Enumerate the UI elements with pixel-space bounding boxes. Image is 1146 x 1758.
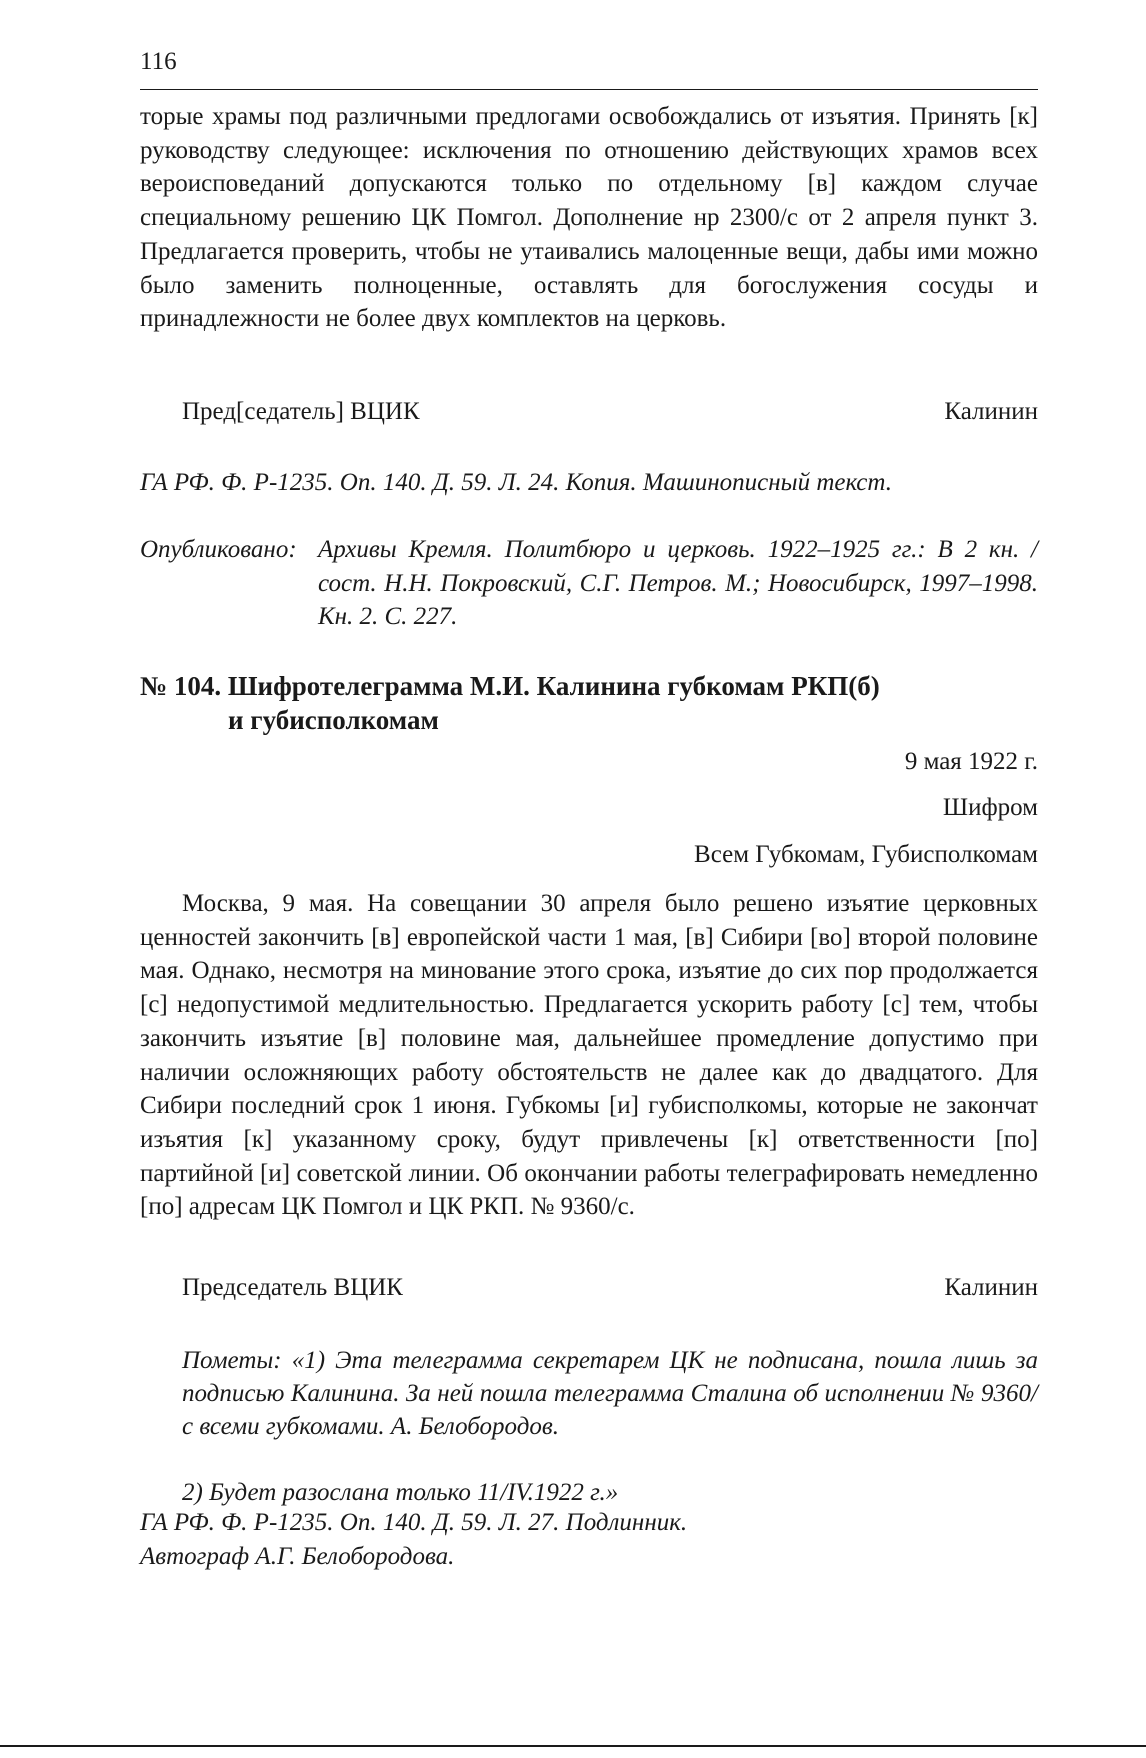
- page-number: 116: [140, 48, 177, 75]
- continuation-paragraph: торые храмы под различными предлогами освобождались от изъятия. Принять [к] руководству следующее: исключения по отношению действующих храмов всех вероисповеданий допускаются только по отдельному [в] каждом случае специальному решению ЦК Помгол. Дополнение нр 2300/с от 2 апреля пункт 3. Предлагается проверить, чтобы не утаивались малоценные вещи, дабы ими можно было заменить полноценные, оставлять для богослужения сосуды и принадлежности не более двух комплектов на церковь.: [140, 103, 1038, 333]
- header-rule: [140, 89, 1038, 90]
- signature-block-1: [182, 398, 1038, 426]
- mark-2: 2) Будет разослана только 11/IV.1922 г.»: [182, 1479, 619, 1506]
- book-page: [140, 0, 1038, 1758]
- signatory-position: Пред[седатель] ВЦИК: [182, 398, 420, 425]
- mark-1-text: «1) Эта телеграмма секретарем ЦК не подписана, пошла лишь за подписью Калинина. За ней пошла телеграмма Сталина об исполнении № 9360/с всеми губкомами. А. Белобородов.: [182, 1347, 1039, 1440]
- heading-line-2: и губисполкомам: [228, 705, 439, 735]
- document-date: 9 мая 1922 г.: [904, 748, 1038, 775]
- marks-label: Пометы:: [182, 1347, 282, 1374]
- archive-source-1: ГА РФ. Ф. Р-1235. Оп. 140. Д. 59. Л. 24. Копия. Машинописный текст.: [140, 469, 892, 496]
- document-heading: [140, 669, 1038, 737]
- bottom-edge-rule: [0, 1745, 1146, 1747]
- cipher-note: Шифром: [942, 794, 1038, 821]
- telegram-body: Москва, 9 мая. На совещании 30 апреля было решено изъятие церковных ценностей закончить [в] европейской части 1 мая, [в] Сибири [во] второй половине мая. Однако, несмотря на минование этого срока, изъятие до сих пор продолжается [с] недопустимой медлительностью. Предлагается ускорить работу [с] тем, чтобы закончить изъятие [в] половине мая, дальнейшее промедление допустимо при наличии осложняющих работу обстоятельств не далее как до двадцатого. Для Сибири последний срок 1 июня. Губкомы [и] губисполкомы, которые не закончат изъятия [к] указанному сроку, будут привлечены [к] ответственности [по] партийной [и] советской линии. Об окончании работы телеграфировать немедленно [по] адресам ЦК Помгол и ЦК РКП. № 9360/с.: [140, 890, 1038, 1221]
- signatory-position: Председатель ВЦИК: [182, 1274, 403, 1301]
- signatory-name: Калинин: [944, 1274, 1038, 1301]
- publication-label: Опубликовано:: [140, 536, 297, 563]
- archive-source-2-line-1: ГА РФ. Ф. Р-1235. Оп. 140. Д. 59. Л. 27. Подлинник.: [140, 1509, 688, 1536]
- archive-source-2: [140, 1506, 1038, 1574]
- heading-line-1: № 104. Шифротелеграмма М.И. Калинина губкомам РКП(б): [140, 671, 880, 701]
- archive-source-2-line-2: Автограф А.Г. Белобородова.: [140, 1543, 455, 1570]
- publication-text: Архивы Кремля. Политбюро и церковь. 1922–1925 гг.: В 2 кн. / сост. Н.Н. Покровский, С.Г. Петров. М.; Новосибирск, 1997–1998. Кн. 2. С. 227.: [318, 536, 1038, 630]
- addressee: Всем Губкомам, Губисполкомам: [694, 841, 1038, 868]
- signature-block-2: [182, 1274, 1038, 1302]
- signatory-name: Калинин: [944, 398, 1038, 425]
- mark-1: [182, 1344, 1038, 1443]
